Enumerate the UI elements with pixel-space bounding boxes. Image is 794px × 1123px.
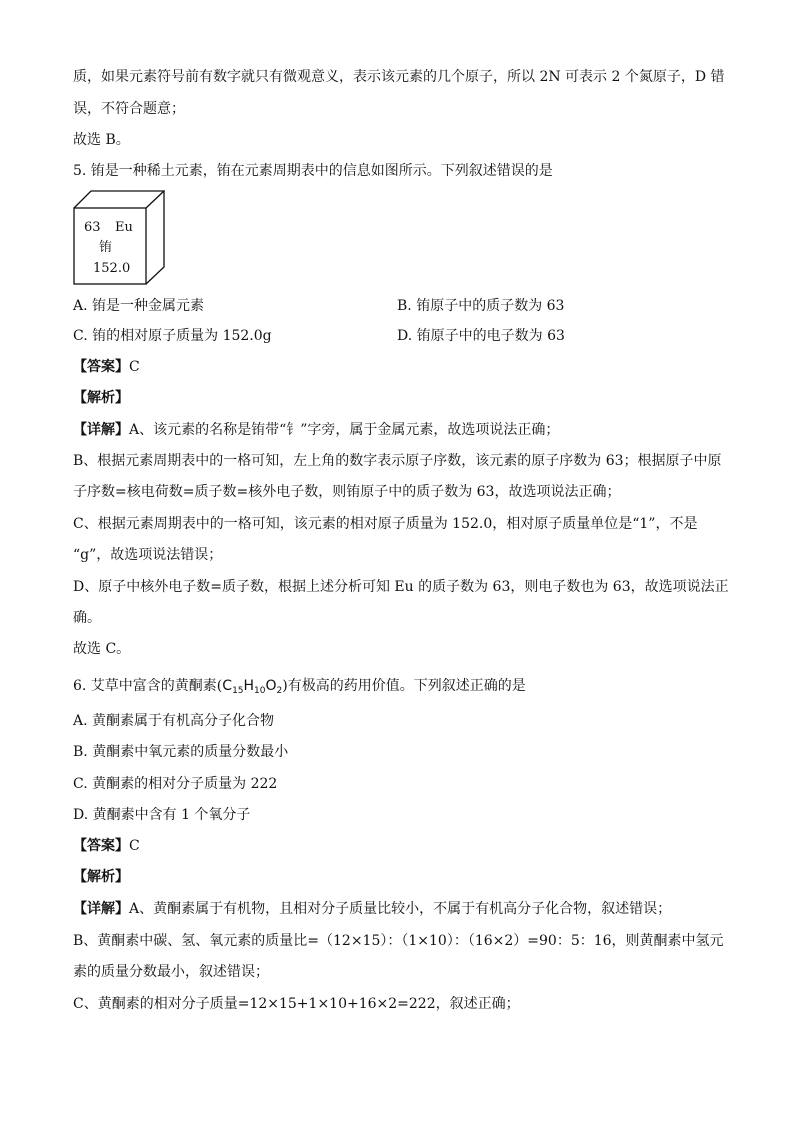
answer-line bbox=[73, 358, 140, 376]
formula-subscript: 10 bbox=[254, 686, 266, 696]
detail-tag: 【详解】 bbox=[73, 422, 129, 438]
paragraph-line: 质，如果元素符号前有数字就只有微观意义，表示该元素的几个原子，所以 2N 可表示 2 个氮原子，D 错 bbox=[73, 69, 725, 85]
detail-line: D、原子中核外电子数=质子数，根据上述分析可知 Eu 的质子数为 63，则电子数也为 63，故选项说法正 bbox=[73, 579, 729, 595]
option-b: B. 黄酮素中氧元素的质量分数最小 bbox=[73, 744, 289, 760]
option-c: C. 铕的相对原子质量为 152.0g bbox=[73, 328, 272, 344]
formula-subscript: 2 bbox=[276, 686, 283, 696]
detail-line bbox=[73, 421, 559, 439]
answer-line bbox=[73, 837, 140, 855]
conclusion-text: 故选 C。 bbox=[73, 641, 131, 657]
detail-line: 素的质量分数最小，叙述错误； bbox=[73, 964, 269, 980]
periodic-table-cell bbox=[73, 190, 165, 285]
detail-line: 子序数=核电荷数=质子数=核外电子数，则铕原子中的质子数为 63，故选项说法正确； bbox=[73, 484, 621, 500]
question-5-stem: 5. 铕是一种稀土元素，铕在元素周期表中的信息如图所示。下列叙述错误的是 bbox=[73, 163, 553, 179]
chemical-formula bbox=[222, 678, 282, 694]
conclusion-text: 故选 B。 bbox=[73, 132, 130, 148]
detail-line bbox=[73, 900, 671, 918]
detail-line: B、黄酮素中碳、氢、氧元素的质量比=（12×15）：（1×10）：（16×2）=90：5：16，则黄酮素中氢元 bbox=[73, 933, 724, 949]
formula-element: O bbox=[265, 678, 277, 694]
option-b: B. 铕原子中的质子数为 63 bbox=[397, 298, 565, 314]
detail-line: B、根据元素周期表中的一格可知，左上角的数字表示原子序数，该元素的原子序数为 63；根据原子中原 bbox=[73, 453, 722, 469]
detail-text: A、该元素的名称是铕带“钅”字旁，属于金属元素，故选项说法正确； bbox=[129, 422, 560, 438]
option-a: A. 黄酮素属于有机高分子化合物 bbox=[73, 713, 275, 729]
detail-line: “g”，故选项说法错误； bbox=[73, 547, 223, 563]
answer-value: C bbox=[129, 838, 140, 854]
element-name: 铕 bbox=[99, 240, 113, 255]
question-6-stem bbox=[73, 677, 526, 700]
detail-tag: 【详解】 bbox=[73, 901, 129, 917]
detail-line: C、根据元素周期表中的一格可知，该元素的相对原子质量为 152.0，相对原子质量单位是“1”，不是 bbox=[73, 516, 698, 532]
formula-element: H bbox=[243, 678, 255, 694]
option-a: A. 铕是一种金属元素 bbox=[73, 298, 205, 314]
answer-tag: 【答案】 bbox=[73, 359, 129, 375]
option-c: C. 黄酮素的相对分子质量为 222 bbox=[73, 776, 278, 792]
analysis-tag: 【解析】 bbox=[73, 390, 129, 406]
detail-line: C、黄酮素的相对分子质量=12×15+1×10+16×2=222，叙述正确； bbox=[73, 996, 520, 1012]
answer-tag: 【答案】 bbox=[73, 838, 129, 854]
detail-text: A、黄酮素属于有机物，且相对分子质量比较小，不属于有机高分子化合物，叙述错误； bbox=[129, 901, 672, 917]
option-d: D. 黄酮素中含有 1 个氧分子 bbox=[73, 807, 251, 823]
answer-value: C bbox=[129, 359, 140, 375]
element-symbol: Eu bbox=[115, 220, 133, 235]
stem-text: )有极高的药用价值。下列叙述正确的是 bbox=[282, 678, 526, 694]
atomic-mass: 152.0 bbox=[93, 261, 131, 276]
atomic-number: 63 bbox=[84, 220, 101, 235]
analysis-tag: 【解析】 bbox=[73, 869, 129, 885]
stem-text: 6. 艾草中富含的黄酮素( bbox=[73, 678, 223, 694]
paragraph-line: 误，不符合题意； bbox=[73, 101, 185, 117]
option-d: D. 铕原子中的电子数为 63 bbox=[397, 328, 565, 344]
detail-line: 确。 bbox=[73, 610, 101, 626]
formula-subscript: 15 bbox=[232, 686, 244, 696]
formula-element: C bbox=[222, 678, 233, 694]
